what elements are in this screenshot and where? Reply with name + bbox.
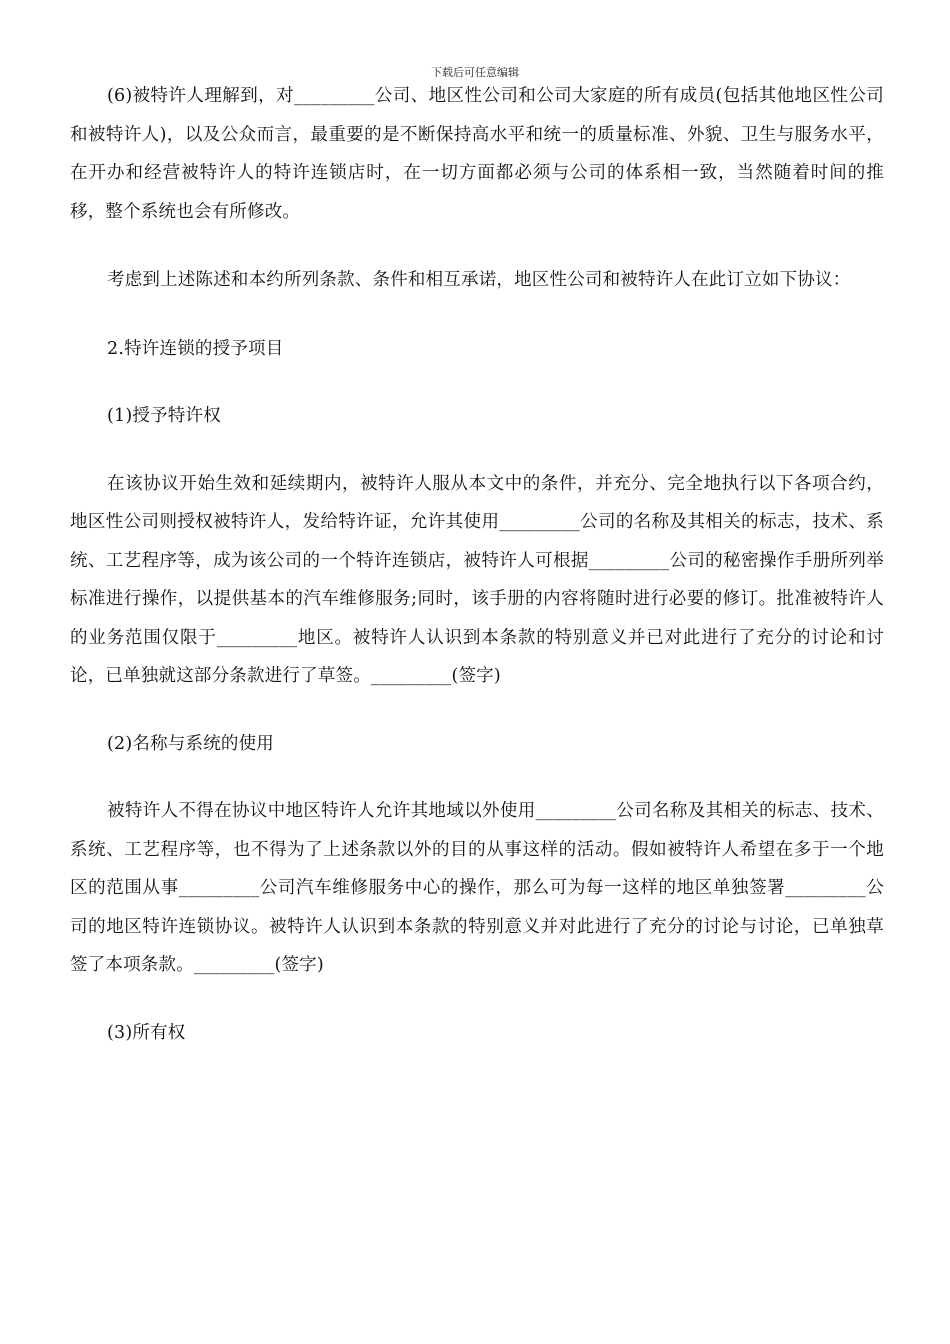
- document-body: [70, 77, 884, 1052]
- paragraph-clause-6: (6)被特许人理解到，对_________公司、地区性公司和公司大家庭的所有成员(包括其他地区性公司和被特许人)，以及公众而言，最重要的是不断保持高水平和统一的质量标准、外貌、卫生与服务水平，在开办和经营被特许人的特许连锁店时，在一切方面都必须与公司的体系相一致，当然随着时间的推移，整个系统也会有所修改。: [70, 86, 884, 222]
- paragraph-grant-franchise: 在该协议开始生效和延续期内，被特许人服从本文中的条件，并充分、完全地执行以下各项合约，地区性公司则授权被特许人，发给特许证，允许其使用_________公司的名称及其相关的标志，技术、系统、工艺程序等，成为该公司的一个特许连锁店，被特许人可根据_________公司的秘密操作手册所列举标准进行操作，以提供基本的汽车维修服务;同时，该手册的内容将随时进行必要的修订。批准被特许人的业务范围仅限于_________地区。被特许人认识到本条款的特别意义并已对此进行了充分的讨论和讨论，已单独就这部分条款进行了草签。_________(签字): [70, 473, 884, 686]
- paragraph-name-system-use: 被特许人不得在协议中地区特许人允许其地域以外使用_________公司名称及其相关的标志、技术、系统、工艺程序等，也不得为了上述条款以外的目的从事这样的活动。假如被特许人希望在多于一个地区的范围从事_________公司汽车维修服务中心的操作，那么可为每一这样的地区单独签署_________公司的地区特许连锁协议。被特许人认识到本条款的特别意义并对此进行了充分的讨论与讨论，已单独草签了本项条款。_________(签字): [70, 801, 884, 975]
- section-heading-grant-items: 2.特许连锁的授予项目: [107, 338, 284, 359]
- subheading-ownership: (3)所有权: [107, 1022, 186, 1043]
- subheading-grant-franchise: (1)授予特许权: [107, 406, 221, 426]
- subheading-name-system-use: (2)名称与系统的使用: [107, 733, 274, 754]
- paragraph-agreement-intro: 考虑到上述陈述和本约所列条款、条件和相互承诺，地区性公司和被特许人在此订立如下协议：: [107, 270, 851, 290]
- header-note: 下载后可任意编辑: [431, 66, 519, 79]
